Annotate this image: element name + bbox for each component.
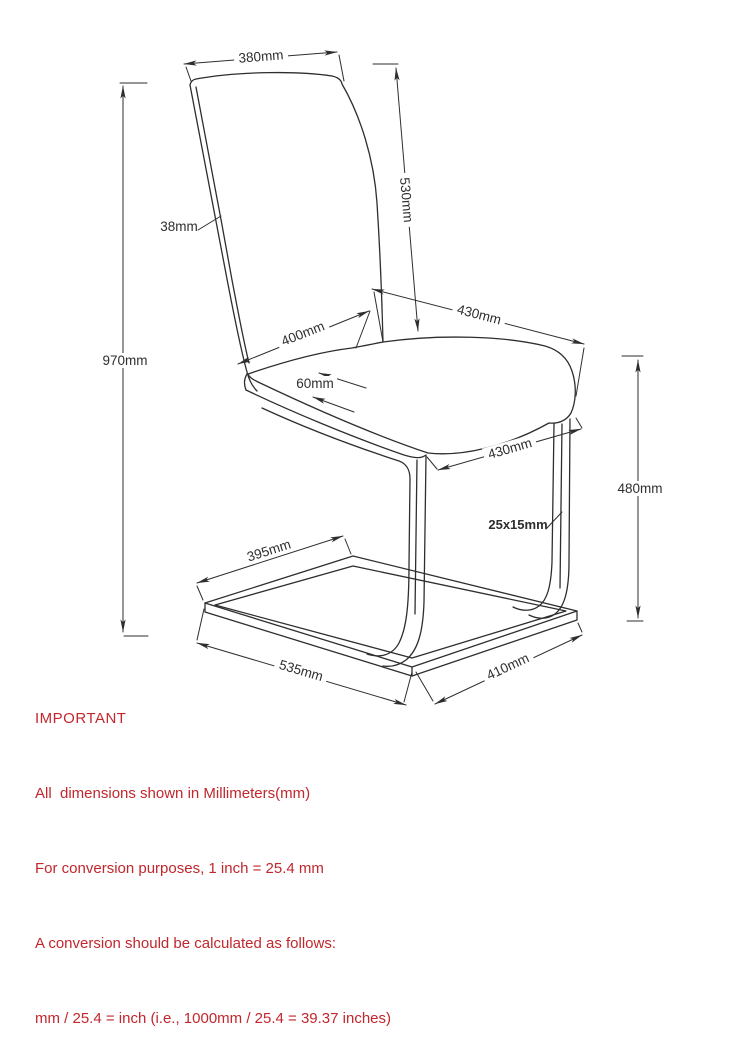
dim-backrest-thickness: [160, 216, 221, 234]
dim-seat-top-width-label: 430mm: [455, 301, 503, 328]
dim-seat-top-width: [372, 289, 584, 396]
dim-seat-depth: [427, 418, 582, 470]
note-line: All dimensions shown in Millimeters(mm): [35, 785, 311, 802]
backrest-left-edge: [190, 85, 257, 391]
dim-backrest-height-label: 530mm: [397, 176, 416, 224]
dim-overall-height: [98, 83, 152, 636]
cushion-bottom-edge: [246, 390, 426, 458]
dim-base-rear-width: [197, 535, 351, 600]
dim-backrest-thickness-label: 38mm: [160, 219, 198, 234]
notes-heading: IMPORTANT: [35, 710, 127, 727]
important-notes: [35, 656, 635, 1056]
right-leg-middle-line: [560, 424, 562, 588]
dim-seat-height-label: 480mm: [617, 481, 663, 496]
dim-overall-height-label: 970mm: [102, 353, 148, 368]
dim-cushion-thickness: [293, 373, 366, 412]
seat-nose-cap: [245, 374, 247, 390]
dim-seat-back-width-label: 400mm: [279, 318, 327, 349]
front-leg-middle-line: [415, 460, 417, 614]
dim-backrest-width-label: 380mm: [237, 47, 284, 66]
dim-seat-height: [613, 356, 667, 621]
note-line: mm / 25.4 = inch (i.e., 1000mm / 25.4 = 39.37 inches): [35, 1010, 392, 1027]
dim-base-rear-width-label: 395mm: [245, 536, 293, 565]
dim-seat-depth-label: 430mm: [486, 435, 534, 462]
base-frame-outer-rim: [205, 556, 577, 667]
base-frame-inner-rim: [215, 566, 566, 658]
note-line: A conversion should be calculated as follows:: [35, 935, 337, 952]
dim-base-side-length-label: 535mm: [277, 656, 325, 685]
seat-frame-tube-and-front-leg: [262, 408, 410, 656]
front-leg-outer-line: [383, 456, 426, 666]
dim-base-front-width-label: 410mm: [484, 650, 532, 683]
dim-frame-tube-profile: [488, 512, 562, 532]
dim-cushion-thickness-label: 60mm: [296, 376, 334, 391]
dim-seat-back-width: [238, 311, 370, 364]
chair-outline: [190, 73, 577, 676]
backrest-thickness-line: [196, 87, 249, 363]
dim-frame-tube-profile-label: 25x15mm: [488, 517, 548, 532]
note-line: For conversion purposes, 1 inch = 25.4 mm: [35, 860, 324, 877]
dim-backrest-width: [184, 47, 344, 81]
